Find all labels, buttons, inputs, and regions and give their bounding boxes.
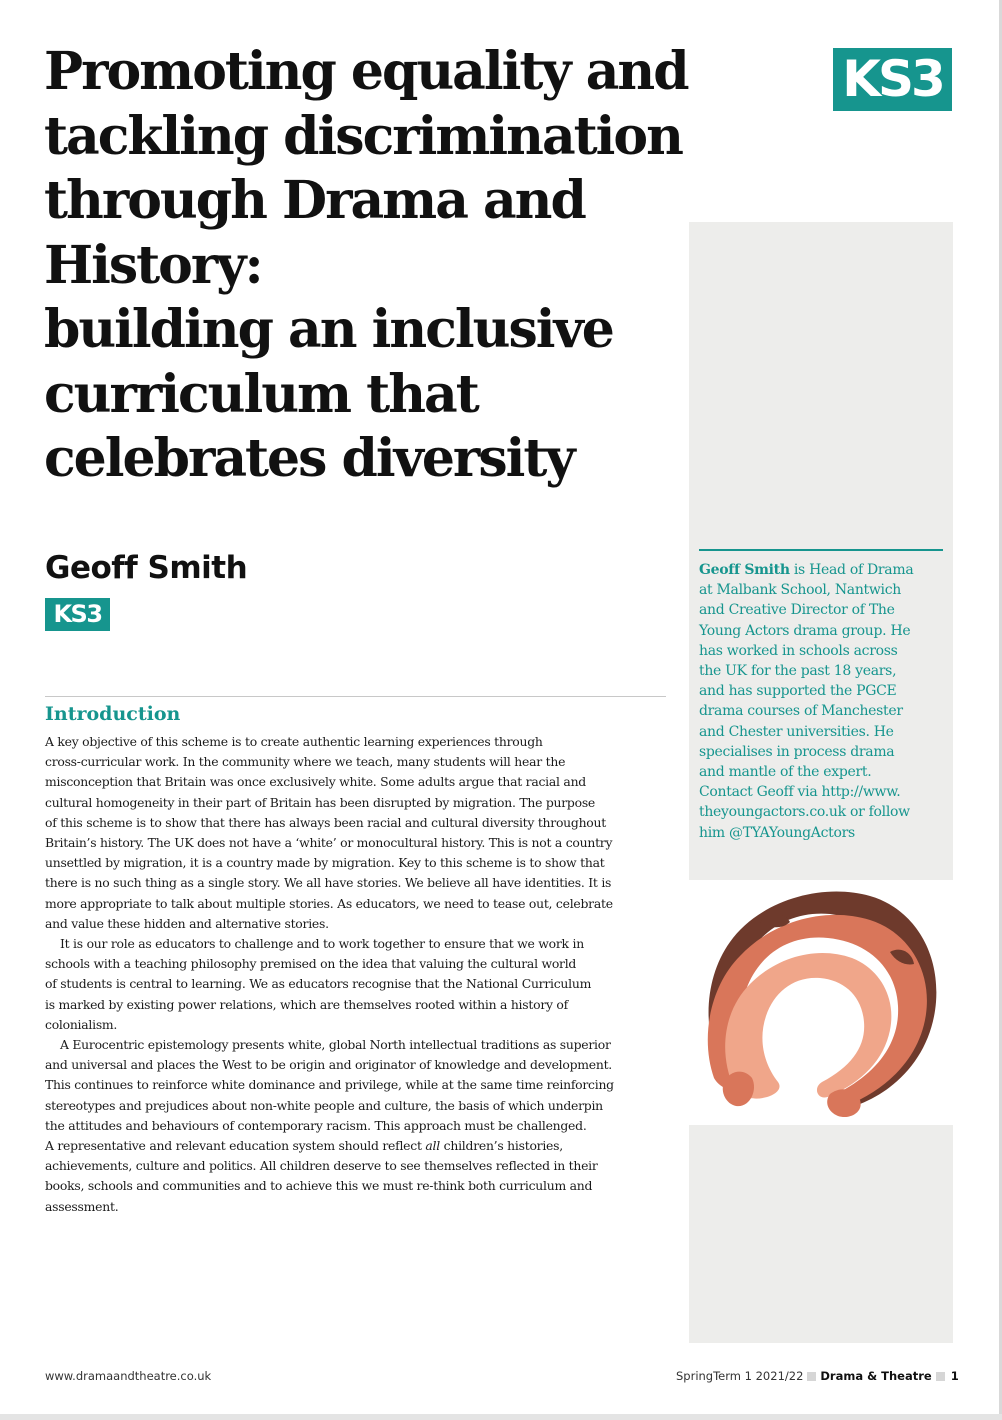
body-line: This continues to reinforce white dominance and privilege, while at the same time reinforcing (45, 1077, 614, 1093)
bio-line: and mantle of the expert. (699, 764, 872, 781)
page-number: 1 (950, 1369, 959, 1383)
bio-line: him @TYAYoungActors (699, 824, 855, 841)
body-line: the attitudes and behaviours of contemporary racism. This approach must be challenged. (45, 1117, 587, 1133)
bio-line: specialises in process drama (699, 743, 895, 760)
title-line: celebrates diversity (44, 428, 574, 489)
bio-line: at Malbank School, Nantwich (699, 582, 901, 599)
bio-line: Geoff Smith is Head of Drama (699, 562, 914, 578)
body-line: is marked by existing power relations, which are themselves rooted within a history of (45, 996, 568, 1012)
author-name: Geoff Smith (45, 550, 248, 586)
body-line: cultural homogeneity in their part of Britain has been disrupted by migration. The purpose (45, 794, 596, 810)
body-line: stereotypes and prejudices about non-white people and culture, the basis of which underpin (45, 1097, 603, 1113)
footer-issue-info (676, 1368, 959, 1384)
body-line: cross-curricular work. In the community where we teach, many students will hear the (45, 754, 566, 770)
body-line: It is our role as educators to challenge and to work together to ensure that we work in (60, 936, 584, 952)
body-line: and value these hidden and alternative stories. (45, 915, 329, 931)
body-line: A key objective of this scheme is to create authentic learning experiences through (45, 734, 543, 749)
bio-line: Young Actors drama group. He (699, 622, 911, 639)
body-line: there is no such thing as a single story. We all have stories. We believe all have identities. It is (45, 875, 612, 891)
bio-line: and Chester universities. He (699, 723, 894, 740)
author-bio (699, 560, 943, 843)
section-heading-introduction: Introduction (45, 703, 181, 725)
bio-divider (699, 549, 943, 551)
page-bottom-edge (0, 1414, 1002, 1420)
article-title (44, 40, 744, 492)
body-line: of this scheme is to show that there has always been racial and cultural diversity throughout (45, 814, 606, 830)
body-line: misconception that Britain was once exclusively white. Some adults argue that racial and (45, 774, 586, 790)
body-line: of students is central to learning. We as educators recognise that the National Curriculum (45, 976, 592, 992)
ks3-badge-small: KS3 (45, 598, 110, 631)
ks3-badge-large: KS3 (833, 48, 952, 111)
bio-line: and has supported the PGCE (699, 683, 897, 700)
title-line: tackling discrimination (44, 105, 682, 167)
footer-separator-square (936, 1372, 945, 1381)
body-line: more appropriate to talk about multiple stories. As educators, we need to tease out, celebrate (45, 895, 613, 911)
emphasis-all: all (425, 1138, 440, 1154)
body-line: achievements, culture and politics. All children deserve to see themselves reflected in their (45, 1158, 598, 1174)
body-line: and universal and places the West to be origin and originator of knowledge and development. (45, 1057, 612, 1073)
body-line: schools with a teaching philosophy premised on the idea that valuing the cultural world (45, 956, 577, 972)
bio-line: theyoungactors.co.uk or follow (699, 804, 910, 821)
bio-author-name: Geoff Smith (699, 562, 790, 578)
body-line: books, schools and communities and to achieve this we must re-think both curriculum and (45, 1178, 593, 1194)
bio-line: drama courses of Manchester (699, 703, 903, 720)
title-line: curriculum that (44, 363, 478, 425)
bio-line: and Creative Director of The (699, 602, 895, 619)
title-line: building an inclusive (44, 299, 613, 360)
title-line: History: (44, 234, 262, 296)
faces-circle-illustration (700, 882, 946, 1120)
body-line: assessment. (45, 1198, 119, 1214)
footer-separator-square (807, 1372, 816, 1381)
footer-url[interactable]: www.dramaandtheatre.co.uk (45, 1369, 212, 1383)
bio-line: has worked in schools across (699, 642, 898, 659)
title-line: Promoting equality and (44, 41, 688, 102)
body-line: A Eurocentric epistemology presents white, global North intellectual traditions as superior (60, 1037, 611, 1053)
section-divider (45, 696, 666, 697)
body-line: unsettled by migration, it is a country made by migration. Key to this scheme is to show that (45, 855, 605, 871)
body-line: colonialism. (45, 1016, 118, 1032)
bio-line: Contact Geoff via http://www. (699, 784, 901, 801)
body-line: Britain’s history. The UK does not have a ‘white’ or monocultural history. This is not a country (45, 835, 613, 851)
footer-publication: Drama & Theatre (820, 1369, 932, 1383)
footer-issue: SpringTerm 1 2021/22 (676, 1369, 804, 1383)
bio-line: the UK for the past 18 years, (699, 663, 897, 680)
body-line: A representative and relevant education system should reflect all children’s histories, (45, 1138, 563, 1154)
article-body (45, 732, 675, 1217)
title-line: through Drama and (44, 170, 585, 231)
